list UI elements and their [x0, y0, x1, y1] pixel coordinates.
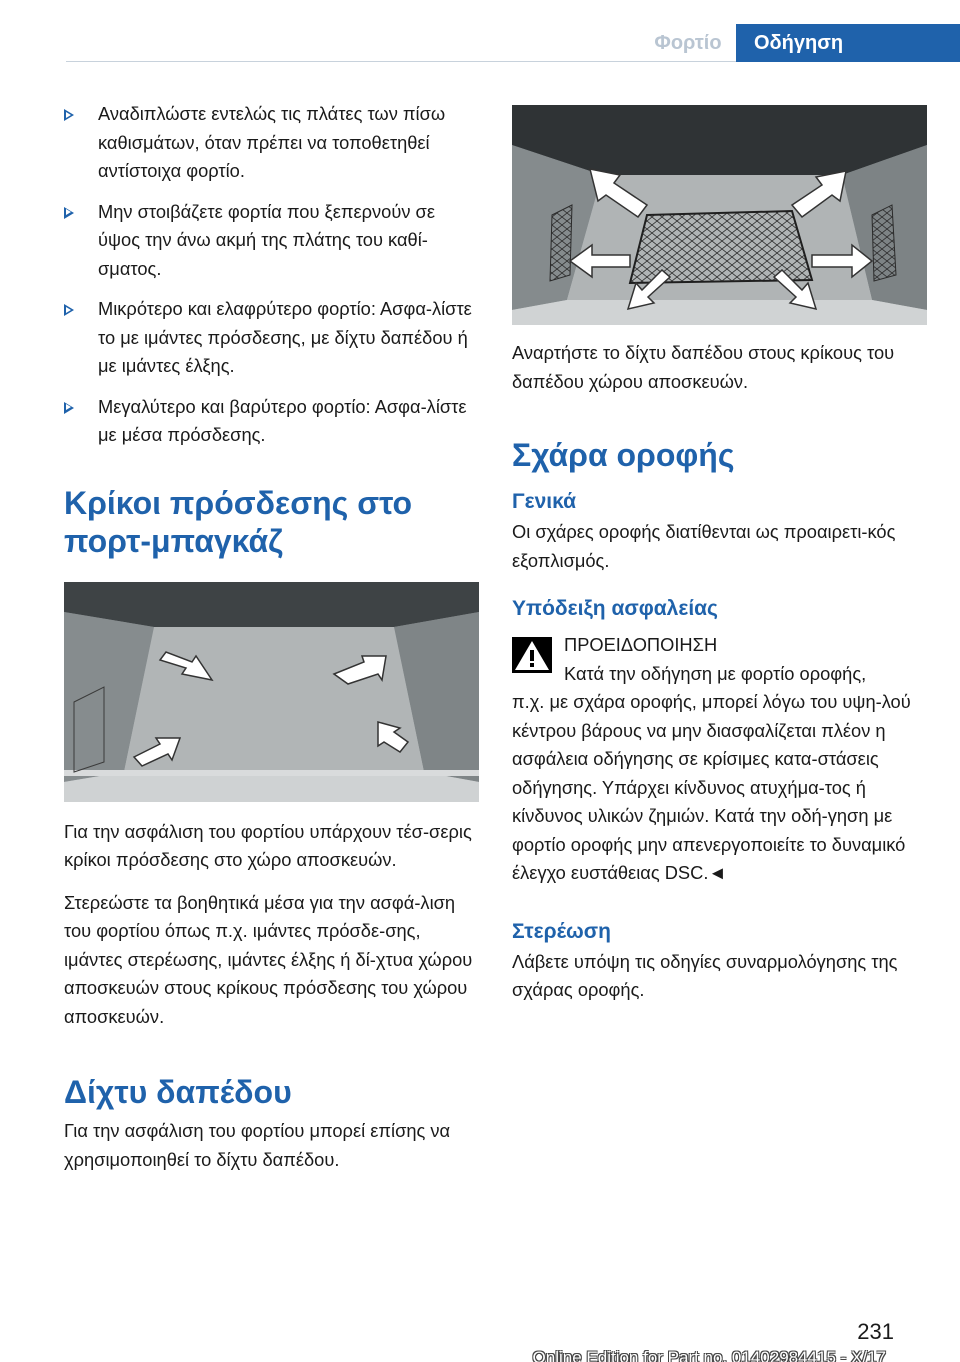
warning-block: [512, 631, 927, 888]
paragraph-rings-usage: Στερεώστε τα βοηθητικά μέσα για την ασφά-λιση του φορτίου όπως π.χ. ιμάντες πρόσδε-σης, ιμάντες στερέωσης, ιμάντες έλξης ή δί-χτυα χώρου αποσκευών στους κρίκους πρόσδεσης του χώρου αποσκευών.: [64, 891, 473, 1027]
edition-text: Online Edition for Part no. 01402984415 - X/17: [532, 1348, 886, 1362]
triangle-bullet-icon: [64, 109, 74, 121]
warning-triangle-icon: [512, 637, 552, 673]
triangle-bullet-icon: [64, 304, 74, 316]
bullet-list: [64, 100, 479, 450]
trunk-tie-down-photo: [64, 582, 479, 802]
paragraph-floor-net: Για την ασφάλιση του φορτίου μπορεί επίσης να χρησιμοποιηθεί το δίχτυ δαπέδου.: [64, 1120, 451, 1170]
bullet-item: Αναδιπλώστε εντελώς τις πλάτες των πίσω καθισμάτων, όταν πρέπει να τοποθετηθεί αντίστοιχα φορτίο.: [64, 100, 479, 186]
paragraph-rings-info: Για την ασφάλιση του φορτίου υπάρχουν τέσ-σερις κρίκοι πρόσδεσης στο χώρο αποσκευών.: [64, 820, 472, 870]
header-tab-chapter: Οδήγηση: [736, 24, 960, 62]
bullet-item: Μεγαλύτερο και βαρύτερο φορτίο: Ασφα-λίστε με μέσα πρόσδεσης.: [64, 393, 479, 450]
subtitle-mounting: Στερέωση: [512, 919, 611, 943]
section-title-floor-net: Δίχτυ δαπέδου: [64, 1074, 292, 1110]
triangle-bullet-icon: [64, 207, 74, 219]
warning-text: Κατά την οδήγηση με φορτίο οροφής, π.χ. με σχάρα οροφής, μπορεί λόγω του υψη-λού κέντρου βάρους να μην διασφαλίζεται πλέον η ασφάλεια οδήγησης σε κρίσιμες κατα-στάσεις οδήγησης. Υπάρχει κίνδυνος ατυχήμα-τος ή κίνδυνος υλικών ζημιών. Κατά την οδή-γηση με φορτίο οροφής μην απενεργοποιείτε το δυναμικό έλεγχο ευστάθειας DSC.◄: [512, 662, 911, 883]
bullet-item: Μικρότερο και ελαφρύτερο φορτίο: Ασφα-λίστε το με ιμάντες πρόσδεσης, με δίχτυ δαπέδου ή με ιμάντες έλξης.: [64, 295, 479, 381]
paragraph-general: Οι σχάρες οροφής διατίθενται ως προαιρετι-κός εξοπλισμός.: [512, 521, 896, 571]
paragraph-mounting: Λάβετε υπόψη τις οδηγίες συναρμολόγησης της σχάρας οροφής.: [512, 950, 898, 1000]
section-title-tie-down-rings: Κρίκοι πρόσδεσης στο πορτ-μπαγκάζ: [64, 484, 413, 559]
header-tab-section: Φορτίο: [654, 32, 722, 54]
page-number: 231: [857, 1319, 894, 1344]
floor-net-photo: [512, 105, 927, 325]
photo-caption: Αναρτήστε το δίχτυ δαπέδου στους κρίκους του δαπέδου χώρου αποσκευών.: [512, 342, 895, 392]
subtitle-general: Γενικά: [512, 490, 577, 513]
subtitle-safety: Υπόδειξη ασφαλείας: [512, 597, 718, 620]
bullet-item: Μην στοιβάζετε φορτία που ξεπερνούν σε ύψος την άνω ακμή της πλάτης του καθί-σματος.: [64, 198, 479, 284]
triangle-bullet-icon: [64, 402, 74, 414]
warning-heading: ΠΡΟΕΙΔΟΠΟΙΗΣΗ: [564, 634, 718, 655]
section-title-roof-rack: Σχάρα οροφής: [512, 437, 735, 473]
left-column: [64, 100, 479, 1174]
right-column: [512, 105, 927, 1005]
